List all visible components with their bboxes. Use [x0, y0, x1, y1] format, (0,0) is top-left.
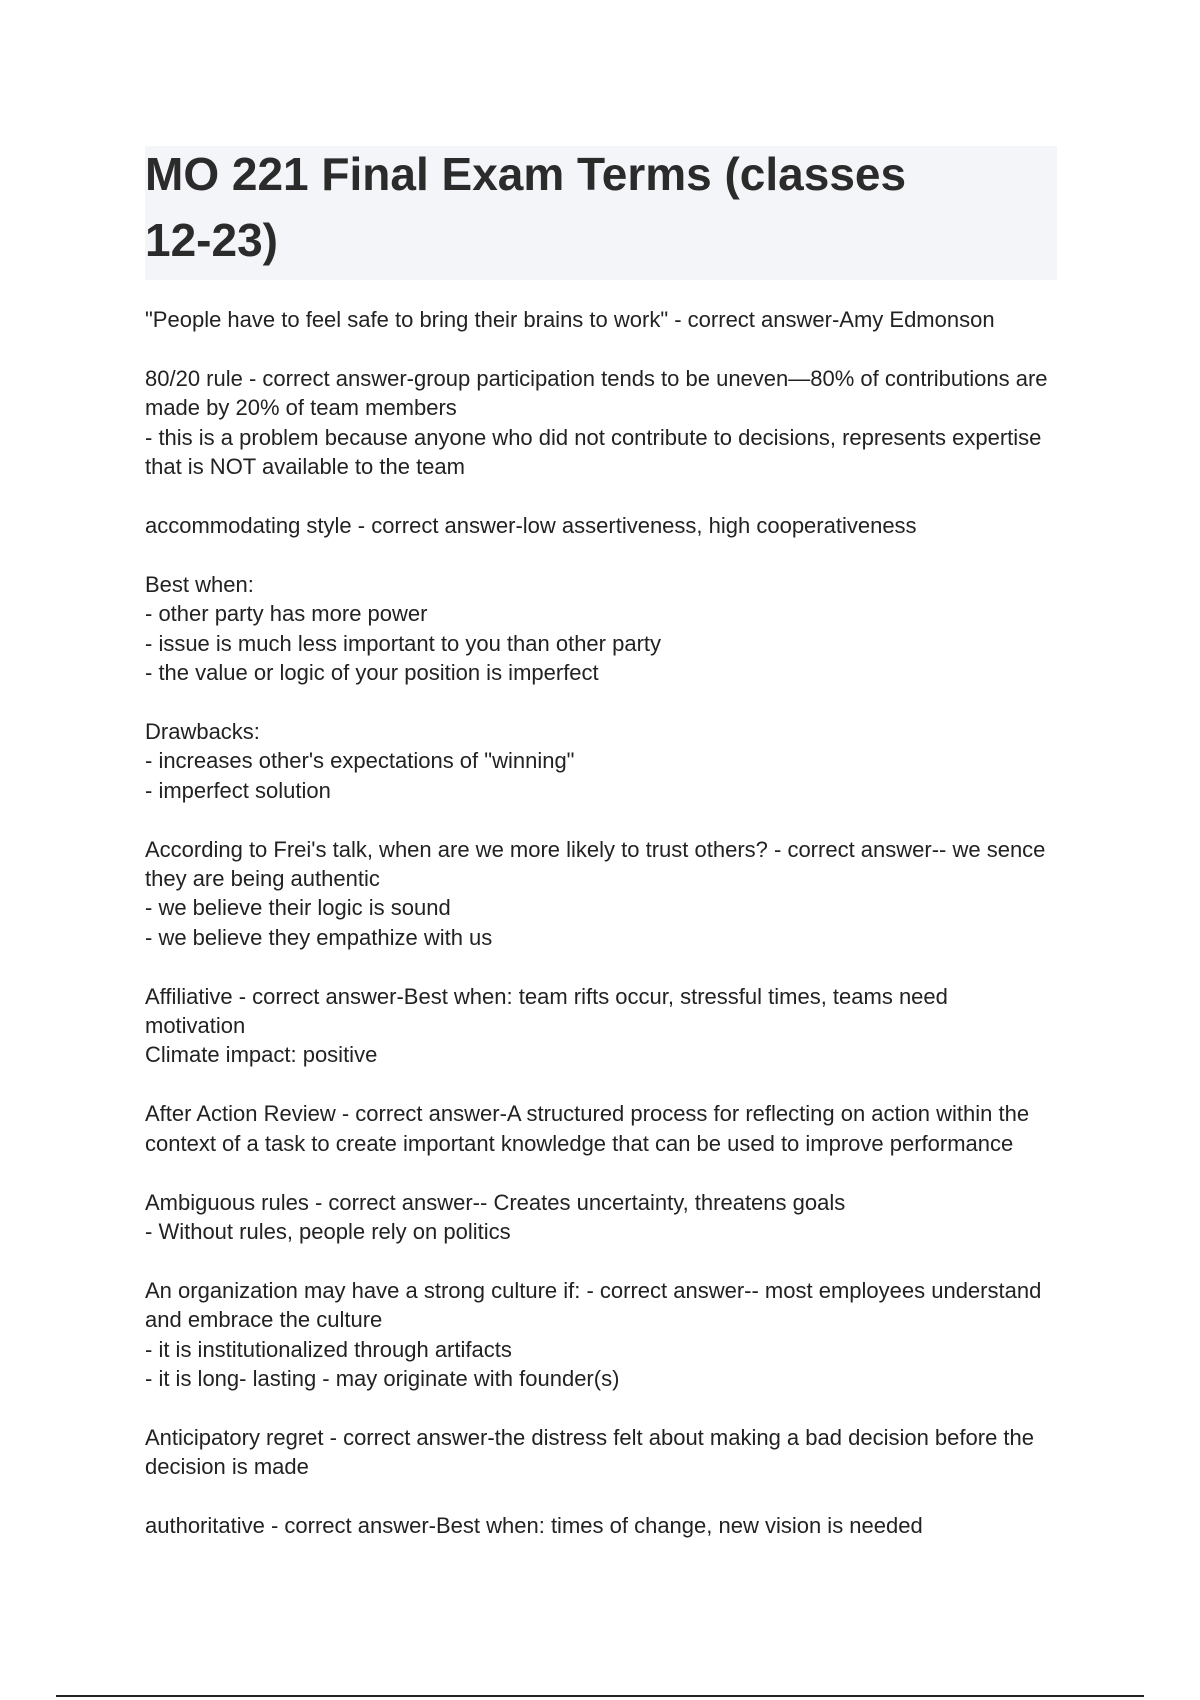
entry-line: context of a task to create important knowledge that can be used to improve performance [145, 1130, 1014, 1156]
term-entry [145, 1099, 1105, 1158]
entry-line: - it is long- lasting - may originate with founder(s) [145, 1366, 620, 1392]
entry-line: - other party has more power [145, 601, 428, 627]
entry-line: they are being authentic [145, 865, 380, 891]
term-entry [145, 717, 1105, 805]
entry-line: authoritative - correct answer-Best when: times of change, new vision is needed [145, 1513, 923, 1539]
term-entry [145, 835, 1105, 953]
term-entry [145, 1188, 1105, 1247]
entry-line: Affiliative - correct answer-Best when: team rifts occur, stressful times, teams need [145, 983, 948, 1009]
entry-line: According to Frei's talk, when are we more likely to trust others? - correct answer-- we sence [145, 836, 1046, 862]
entry-line: 80/20 rule - correct answer-group participation tends to be uneven—80% of contributions are [145, 365, 1048, 391]
entry-line: accommodating style - correct answer-low assertiveness, high cooperativeness [145, 512, 917, 538]
term-entry [145, 364, 1105, 482]
entry-line: Drawbacks: [145, 718, 260, 744]
term-entry [145, 305, 1105, 334]
entry-line: - we believe their logic is sound [145, 895, 451, 921]
entry-line: - this is a problem because anyone who did not contribute to decisions, represents expertise [145, 424, 1042, 450]
term-entry [145, 1276, 1105, 1394]
entry-line: - the value or logic of your position is imperfect [145, 660, 599, 686]
term-entry [145, 1423, 1105, 1482]
entry-line: An organization may have a strong culture if: - correct answer-- most employees understand [145, 1277, 1042, 1303]
entry-line: that is NOT available to the team [145, 454, 465, 480]
page-title: MO 221 Final Exam Terms (classes 12-23) [145, 148, 907, 266]
entry-line: motivation [145, 1013, 246, 1039]
entry-line: - issue is much less important to you than other party [145, 630, 662, 656]
entry-line: and embrace the culture [145, 1307, 383, 1333]
footer-rule [56, 1695, 1144, 1697]
entry-line: decision is made [145, 1454, 309, 1480]
term-entry [145, 570, 1105, 688]
term-entry [145, 1511, 1105, 1540]
term-entry [145, 511, 1105, 540]
entry-line: Climate impact: positive [145, 1042, 378, 1068]
entry-line: Ambiguous rules - correct answer-- Creates uncertainty, threatens goals [145, 1189, 846, 1215]
terms-list [145, 305, 1105, 1570]
entry-line: Best when: [145, 571, 254, 597]
entry-line: - we believe they empathize with us [145, 924, 493, 950]
title-banner [145, 146, 1057, 280]
entry-line: - it is institutionalized through artifacts [145, 1336, 512, 1362]
entry-line: After Action Review - correct answer-A structured process for reflecting on action within the [145, 1101, 1030, 1127]
entry-line: - Without rules, people rely on politics [145, 1218, 511, 1244]
entry-line: - imperfect solution [145, 777, 331, 803]
entry-line: Anticipatory regret - correct answer-the distress felt about making a bad decision before the [145, 1424, 1035, 1450]
term-entry [145, 982, 1105, 1070]
entry-line: - increases other's expectations of "winning" [145, 748, 575, 774]
entry-line: "People have to feel safe to bring their brains to work" - correct answer-Amy Edmonson [145, 307, 995, 332]
entry-line: made by 20% of team members [145, 395, 457, 421]
